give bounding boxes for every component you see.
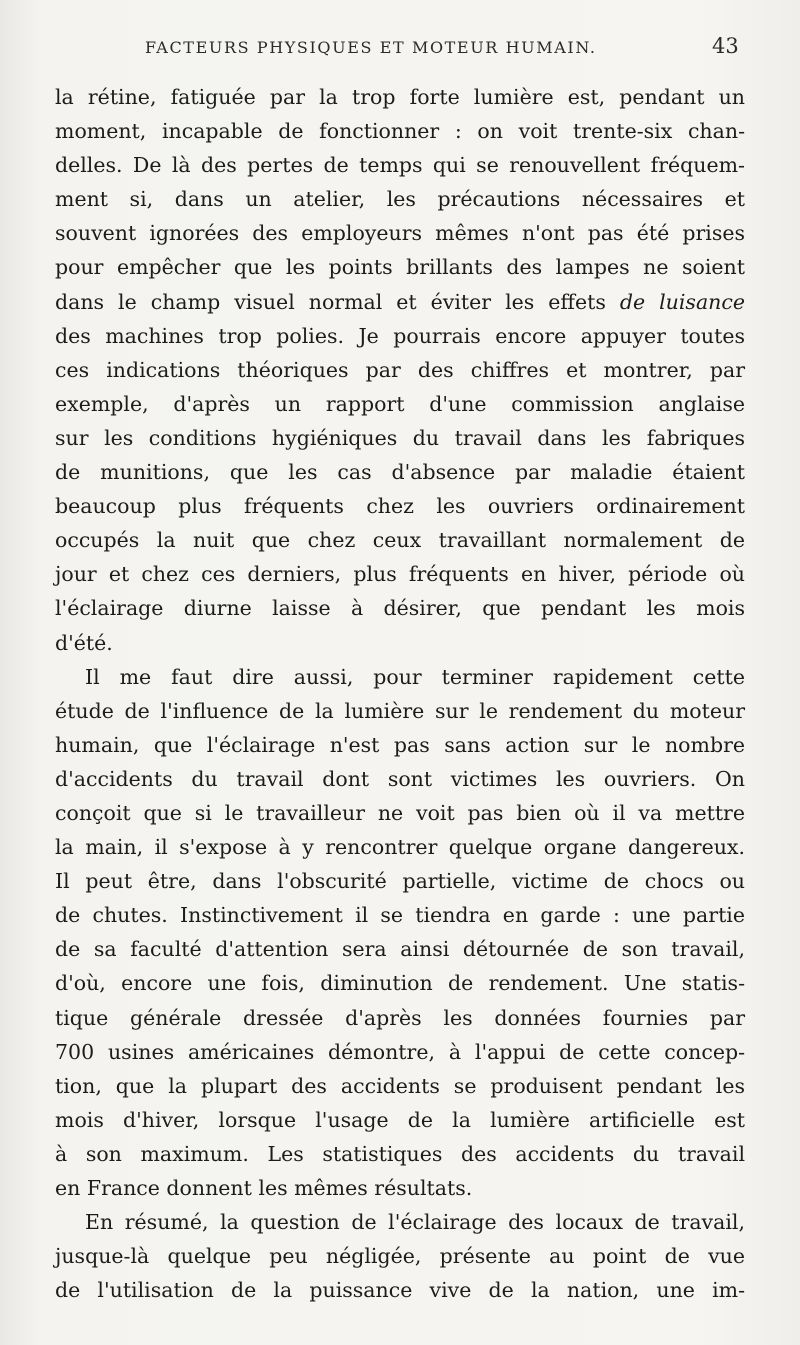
text-line: sur les conditions hygiéniques du travail dans les fabriques bbox=[55, 425, 745, 450]
text-line: la main, il s'expose à y rencontrer quelque organe dangereux. bbox=[55, 835, 745, 860]
text-line: pour empêcher que les points brillants des lampes ne soient bbox=[55, 255, 745, 280]
running-title: FACTEURS PHYSIQUES ET MOTEUR HUMAIN. bbox=[145, 38, 597, 57]
text-line: Il me faut dire aussi, pour terminer rapidement cette bbox=[85, 664, 745, 689]
paragraph bbox=[55, 660, 745, 1206]
body-text bbox=[55, 80, 745, 1307]
text-line: moment, incapable de fonctionner : on voit trente-six chan- bbox=[55, 119, 745, 144]
text-line: en France donnent les mêmes résultats. bbox=[55, 1176, 473, 1200]
text-line: la rétine, fatiguée par la trop forte lumière est, pendant un bbox=[55, 85, 745, 109]
paragraph bbox=[55, 1205, 745, 1307]
text-line: de munitions, que les cas d'absence par maladie étaient bbox=[55, 460, 745, 485]
text-line: d'accidents du travail dont sont victimes les ouvriers. On bbox=[55, 766, 745, 791]
text-line: de chutes. Instinctivement il se tiendra en garde : une partie bbox=[55, 903, 745, 928]
text-line: beaucoup plus fréquents chez les ouvriers ordinairement bbox=[55, 494, 745, 519]
text-line: mois d'hiver, lorsque l'usage de la lumière artificielle est bbox=[55, 1107, 745, 1132]
text-line: à son maximum. Les statistiques des accidents du travail bbox=[55, 1141, 745, 1166]
text-line: d'été. bbox=[55, 630, 113, 655]
text-line: souvent ignorées des employeurs mêmes n'ont pas été prises bbox=[55, 221, 745, 246]
paragraph bbox=[55, 80, 745, 660]
text-line: jusque-là quelque peu négligée, présente au point de vue bbox=[55, 1244, 745, 1269]
text-line: de l'utilisation de la puissance vive de la nation, une im- bbox=[55, 1278, 745, 1303]
text-line: exemple, d'après un rapport d'une commission anglaise bbox=[55, 391, 745, 416]
text-line: tique générale dressée d'après les données fournies par bbox=[55, 1005, 745, 1030]
text-line: occupés la nuit que chez ceux travaillant normalement de bbox=[55, 528, 745, 553]
text-line: Il peut être, dans l'obscurité partielle, victime de chocs ou bbox=[55, 869, 745, 894]
text-line: jour et chez ces derniers, plus fréquents en hiver, période où bbox=[55, 562, 745, 587]
text-line: ces indications théoriques par des chiffres et montrer, par bbox=[55, 357, 745, 382]
text-line: dans le champ visuel normal et éviter les effets de luisance bbox=[55, 289, 745, 314]
italic-term: de luisance bbox=[619, 289, 745, 314]
text-line: d'où, encore une fois, diminution de rendement. Une statis- bbox=[55, 971, 745, 996]
text-line: étude de l'influence de la lumière sur le rendement du moteur bbox=[55, 698, 745, 723]
text-line: des machines trop polies. Je pourrais encore appuyer toutes bbox=[55, 323, 745, 348]
text-line: de sa faculté d'attention sera ainsi détournée de son travail, bbox=[55, 937, 745, 962]
page-header bbox=[0, 34, 800, 74]
text-line: En résumé, la question de l'éclairage des locaux de travail, bbox=[85, 1210, 745, 1235]
text-line: l'éclairage diurne laisse à désirer, que pendant les mois bbox=[55, 596, 745, 621]
text-line: conçoit que si le travailleur ne voit pas bien où il va mettre bbox=[55, 800, 745, 825]
text-line: ment si, dans un atelier, les précautions nécessaires et bbox=[55, 187, 745, 212]
text-line: humain, que l'éclairage n'est pas sans action sur le nombre bbox=[55, 732, 745, 757]
text-line: 700 usines américaines démontre, à l'appui de cette concep- bbox=[55, 1039, 745, 1064]
text-line: tion, que la plupart des accidents se produisent pendant les bbox=[55, 1073, 745, 1098]
text-line: delles. De là des pertes de temps qui se renouvellent fréquem- bbox=[55, 153, 745, 178]
page-number: 43 bbox=[712, 34, 739, 58]
